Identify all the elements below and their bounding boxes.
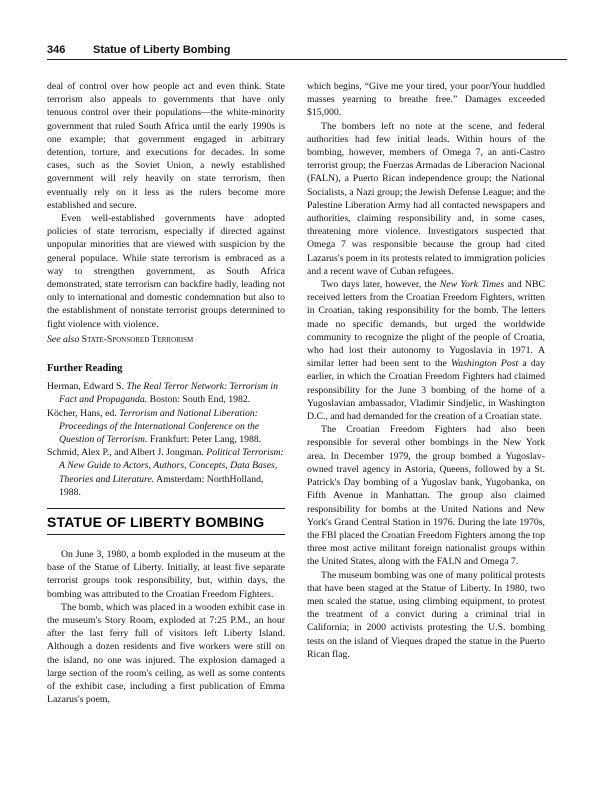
running-head [47, 36, 567, 58]
paragraph: which begins, “Give me your tired, your poor/Your huddled masses yearning to breathe free.” Damages exceeded $15,000. [307, 81, 545, 119]
see-also [47, 333, 285, 346]
further-reading-heading: Further Reading [47, 363, 123, 375]
paragraph [307, 278, 545, 423]
ref-publisher: Boston: South End, 1982. [147, 394, 251, 406]
right-column [307, 80, 545, 661]
see-also-label: See also [47, 333, 80, 345]
publication-name: New York Times [439, 279, 505, 291]
ref-author: Schmid, Alex P., and Albert J. Jongman. [47, 447, 207, 459]
text-run: and NBC received letters from the Croatian Freedom Fighters, written in Croatian, taking responsibility for the bomb. The letters made no specific demands, but urged the worldwide community to recognize the plight of the people of Croatia, who had lost their autonomy to Yugoslavia in 1971. A similar letter had been sent to the [307, 279, 545, 370]
left-column-bottom [47, 548, 285, 706]
publication-name: Washington Post [451, 358, 519, 370]
reference-item [47, 380, 285, 406]
ref-title: The Real Terror Network: Terrorism in Fact and Propaganda. [59, 381, 278, 406]
see-also-ref[interactable]: State-Sponsored Terrorism [81, 333, 194, 345]
paragraph: The bomb, which was placed in a wooden exhibit case in the museum's Story Room, exploded at 7:25 P.M., an hour after the last ferry full of visitors left Liberty Island. Although a dozen residents and five workers were still on the island, no one was injured. The explosion damaged a large section of the room's ceiling, as well as some contents of the exhibit case, including a first publication of Emma Lazarus's poem, [47, 601, 285, 706]
paragraph: The bombers left no note at the scene, and federal authorities had few initial leads. Within hours of the bombing, however, members of Omega 7, an anti-Castro terrorist group; the Fuerzas Armadas de Liberacion Nacional (FALN), a Puerto Rican independence group; the National Socialists, a Nazi group; the Jewish Defense League; and the Palestine Liberation Army had all contacted newspapers and authorities, claiming responsibility and, in some cases, threatening more violence. Investigators suspected that Omega 7 was responsible because the group had cited Lazarus's poem in its protests related to immigration policies and a recent wave of Cuban refugees. [307, 120, 545, 277]
paragraph: The Croatian Freedom Fighters had also been responsible for several other bombings in the New York area. In December 1979, the group bombed a Yugoslav-owned travel agency in Astoria, Queens, followed by a St. Patrick's Day bombing of a Yugoslav bank, Yugobanka, on Fifth Avenue in Manhattan. The group also claimed responsibility for bombs at the United Nations and New York's Grand Central Station in 1976. During the late 1970s, the FBI placed the Croatian Freedom Fighters among the top three most active militant foreign nationalist groups within the United States, along with the FALN and Omega 7. [307, 424, 545, 568]
left-column-top [47, 80, 285, 499]
text-run: Two days later, however, the [321, 279, 440, 291]
reference-item [47, 407, 285, 447]
ref-author: Köcher, Hans, ed. [47, 407, 120, 419]
paragraph: deal of control over how people act and even think. State terrorism also appeals to governments that have only tenuous control over their populations—the white-minority government that ruled South Africa until the early 1990s is one example; that government engaged in arbitrary detention, torture, and executions for decades. In some cases, such as the Soviet Union, a newly established government will rely heavily on state terrorism, then eventually rely on it less as the rulers become more established and secure. [47, 81, 285, 211]
section-title: STATUE OF LIBERTY BOMBING [47, 508, 285, 535]
paragraph: The museum bombing was one of many political protests that have been staged at the Statue of Liberty. In 1980, two men scaled the statue, using climbing equipment, to protest the treatment of a convict during a criminal trial in California; in 2000 activists protesting the U.S. bombing tests on the island of Vieques draped the statue in the Puerto Rican flag. [307, 569, 545, 660]
ref-publisher: Frankfurt: Peter Lang, 1988. [147, 434, 262, 446]
paragraph: Even well-established governments have adopted policies of state terrorism, especially if directed against unpopular minorities that are viewed with suspicion by the general populace. While state terrorism is embraced as a way to strengthen government, as South Africa demonstrated, state terrorism can backfire badly, leading not only to international and domestic condemnation but also to the establishment of nonstate terrorist groups determined to fight violence with violence. [47, 213, 285, 330]
ref-publisher: Amsterdam: NorthHolland, 1988. [59, 473, 264, 498]
reference-item [47, 446, 285, 499]
header-rule [47, 59, 567, 60]
ref-title: Political Terrorism: A New Guide to Actors, Authors, Concepts, Data Bases, Theories and Literature. [59, 447, 284, 485]
page-number: 346 [47, 44, 66, 56]
ref-title: Terrorism and National Liberation: Proceedings of the International Conference on the Question of Terrorism. [59, 407, 260, 446]
text-run: a day earlier, in which the Croatian Freedom Fighters had claimed responsibility for the June 3 bombing of the home of a Yugoslavian ambassador, Vladimir Sindjelic, in Washington D.C., and had demanded for the creation of a Croatian state. [307, 358, 545, 423]
running-title: Statue of Liberty Bombing [93, 44, 231, 56]
paragraph: On June 3, 1980, a bomb exploded in the museum at the base of the Statue of Liberty. Initially, at least five separate terrorist groups took responsibility, but, within days, the bombing was attributed to the Croatian Freedom Fighters. [47, 549, 285, 600]
ref-author: Herman, Edward S. [47, 381, 127, 393]
